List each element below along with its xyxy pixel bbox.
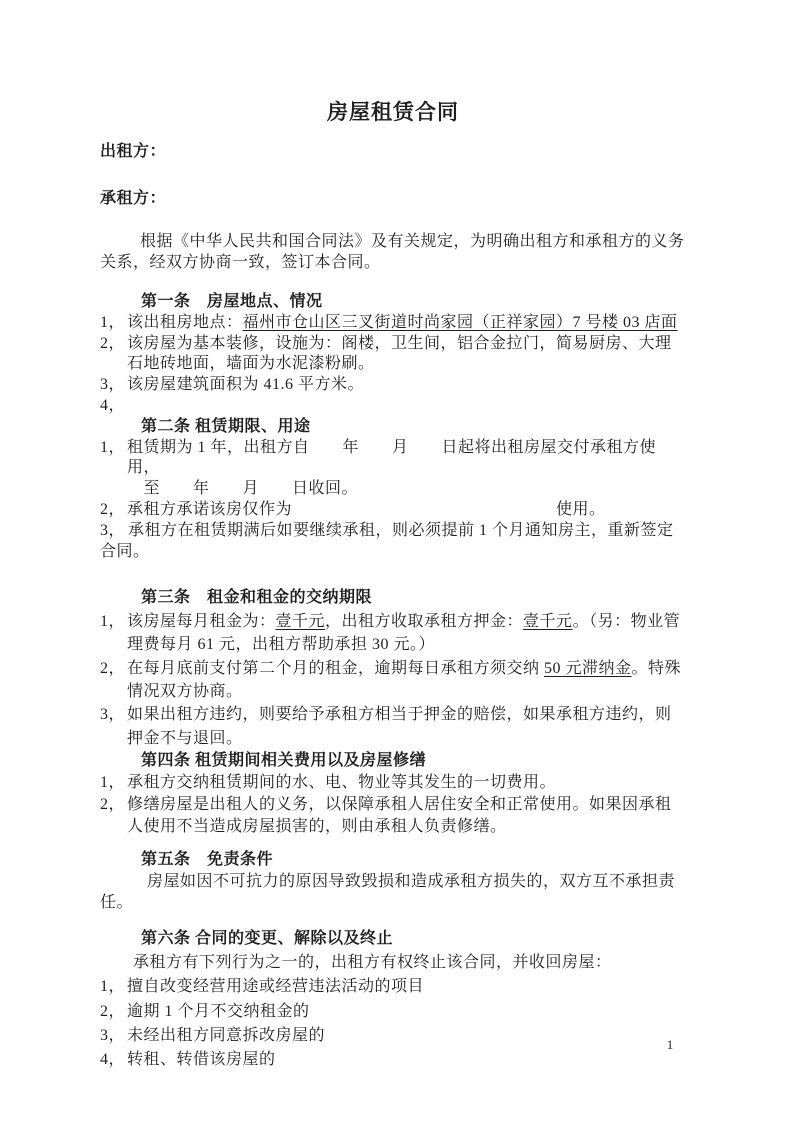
item-number: 2， bbox=[100, 500, 126, 518]
item-number: 1， bbox=[100, 774, 126, 792]
intro-paragraph: 根据《中华人民共和国合同法》及有关规定，为明确出租方和承租方的义务关系，经双方协商一致，签订本合同。 bbox=[100, 233, 685, 271]
list-item bbox=[100, 794, 686, 838]
list-item bbox=[100, 334, 686, 376]
item-text: 如果出租方违约，则要给予承租方相当于押金的赔偿，如果承租方违约，则押金不与退回。 bbox=[127, 706, 672, 747]
list-item bbox=[100, 396, 686, 417]
section-article-2 bbox=[100, 417, 686, 563]
item-text: 擅自改变经营用途或经营违法活动的项目 bbox=[127, 978, 425, 996]
section-article-6 bbox=[100, 927, 686, 1073]
item-text: 逾期 1 个月不交纳租金的 bbox=[127, 1002, 310, 1020]
list-item bbox=[100, 375, 686, 396]
item-number: 3， bbox=[100, 1026, 126, 1044]
item-number: 1， bbox=[100, 438, 126, 456]
list-item bbox=[100, 772, 686, 794]
section-article-1 bbox=[100, 292, 686, 417]
item-number: 1， bbox=[100, 612, 126, 630]
list-item bbox=[100, 1048, 686, 1072]
section-heading: 第三条 租金和租金的交纳期限 bbox=[141, 589, 373, 607]
item-text: 修缮房屋是出租人的义务，以保障承租人居住安全和正常使用。如果因承租人使用不当造成房屋损害的，则由承租人负责修缮。 bbox=[127, 796, 672, 836]
page-number: 1 bbox=[666, 1037, 674, 1052]
item-text: 该房屋为基本装修，设施为：阁楼，卫生间，铝合金拉门，简易厨房、大理石地砖地面，墙面为水泥漆粉刷。 bbox=[127, 334, 672, 373]
list-item bbox=[100, 1024, 686, 1048]
document-title: 房屋租赁合同 bbox=[327, 100, 459, 124]
list-item bbox=[100, 703, 686, 750]
lessee-label: 承租方： bbox=[100, 190, 167, 207]
section-article-5 bbox=[100, 849, 686, 914]
item-number: 2， bbox=[100, 796, 126, 814]
list-item bbox=[100, 500, 686, 521]
item-number: 2， bbox=[100, 334, 126, 352]
list-item bbox=[100, 313, 686, 334]
list-item bbox=[100, 438, 686, 500]
item-number: 2， bbox=[100, 1002, 126, 1020]
item-number: 3， bbox=[100, 376, 126, 394]
item-number: 3， bbox=[100, 706, 126, 724]
section-article-3 bbox=[100, 586, 686, 750]
document-content bbox=[100, 0, 686, 1072]
section-article-4 bbox=[100, 750, 686, 838]
item-number: 1， bbox=[100, 978, 126, 996]
item-text bbox=[127, 396, 686, 417]
item-text: 租赁期为 1 年，出租方自 年 月 日起将出租房屋交付承租方使用， 至 年 月 日收回。 bbox=[127, 438, 657, 498]
list-item bbox=[100, 521, 686, 563]
item-number: 3， bbox=[100, 521, 126, 539]
section-paragraph: 房屋如因不可抗力的原因导致毁损和造成承租方损失的，双方互不承担责任。 bbox=[100, 872, 676, 912]
item-text: 承租方交纳租赁期间的水、电、物业等其发生的一切费用。 bbox=[127, 774, 557, 792]
item-number: 2， bbox=[100, 659, 126, 677]
section-heading: 第四条 租赁期间相关费用以及房屋修缮 bbox=[141, 752, 427, 770]
section-heading: 第一条 房屋地点、情况 bbox=[141, 293, 323, 310]
list-item bbox=[100, 610, 686, 657]
section-heading: 第五条 免责条件 bbox=[141, 851, 274, 869]
item-text: 该房屋建筑面积为 41.6 平方米。 bbox=[127, 376, 365, 394]
list-item bbox=[100, 657, 686, 704]
lessor-label: 出租方： bbox=[100, 143, 167, 160]
item-number: 1， bbox=[100, 313, 126, 331]
list-item bbox=[100, 1000, 686, 1024]
item-text: 转租、转借该房屋的 bbox=[127, 1051, 276, 1069]
item-number: 4， bbox=[100, 396, 126, 414]
list-item bbox=[100, 975, 686, 999]
item-text: 承租方在租赁期满后如要继续承租，则必须提前 1 个月通知房主，重新签定合同。 bbox=[100, 521, 674, 560]
item-text: 该房屋每月租金为：壹千元，出租方收取承租方押金：壹千元。（另：物业管理费每月 61 元，出租方帮助承担 30 元。） bbox=[127, 612, 681, 654]
item-number: 4， bbox=[100, 1051, 126, 1069]
section-heading: 第六条 合同的变更、解除以及终止 bbox=[141, 929, 394, 947]
item-text: 该出租房地点：福州市仓山区三叉街道时尚家园（正祥家园）7 号楼 03 店面 bbox=[127, 313, 678, 331]
section-heading: 第二条 租赁期限、用途 bbox=[141, 417, 311, 435]
item-text: 承租方承诺该房仅作为 使用。 bbox=[127, 500, 606, 518]
item-text: 未经出租方同意拆改房屋的 bbox=[127, 1026, 326, 1044]
section-paragraph: 承租方有下列行为之一的，出租方有权终止该合同，并收回房屋： bbox=[133, 954, 612, 971]
item-text: 在每月底前支付第二个月的租金，逾期每日承租方须交纳 50 元滞纳金。特殊情况双方协商。 bbox=[127, 659, 682, 700]
